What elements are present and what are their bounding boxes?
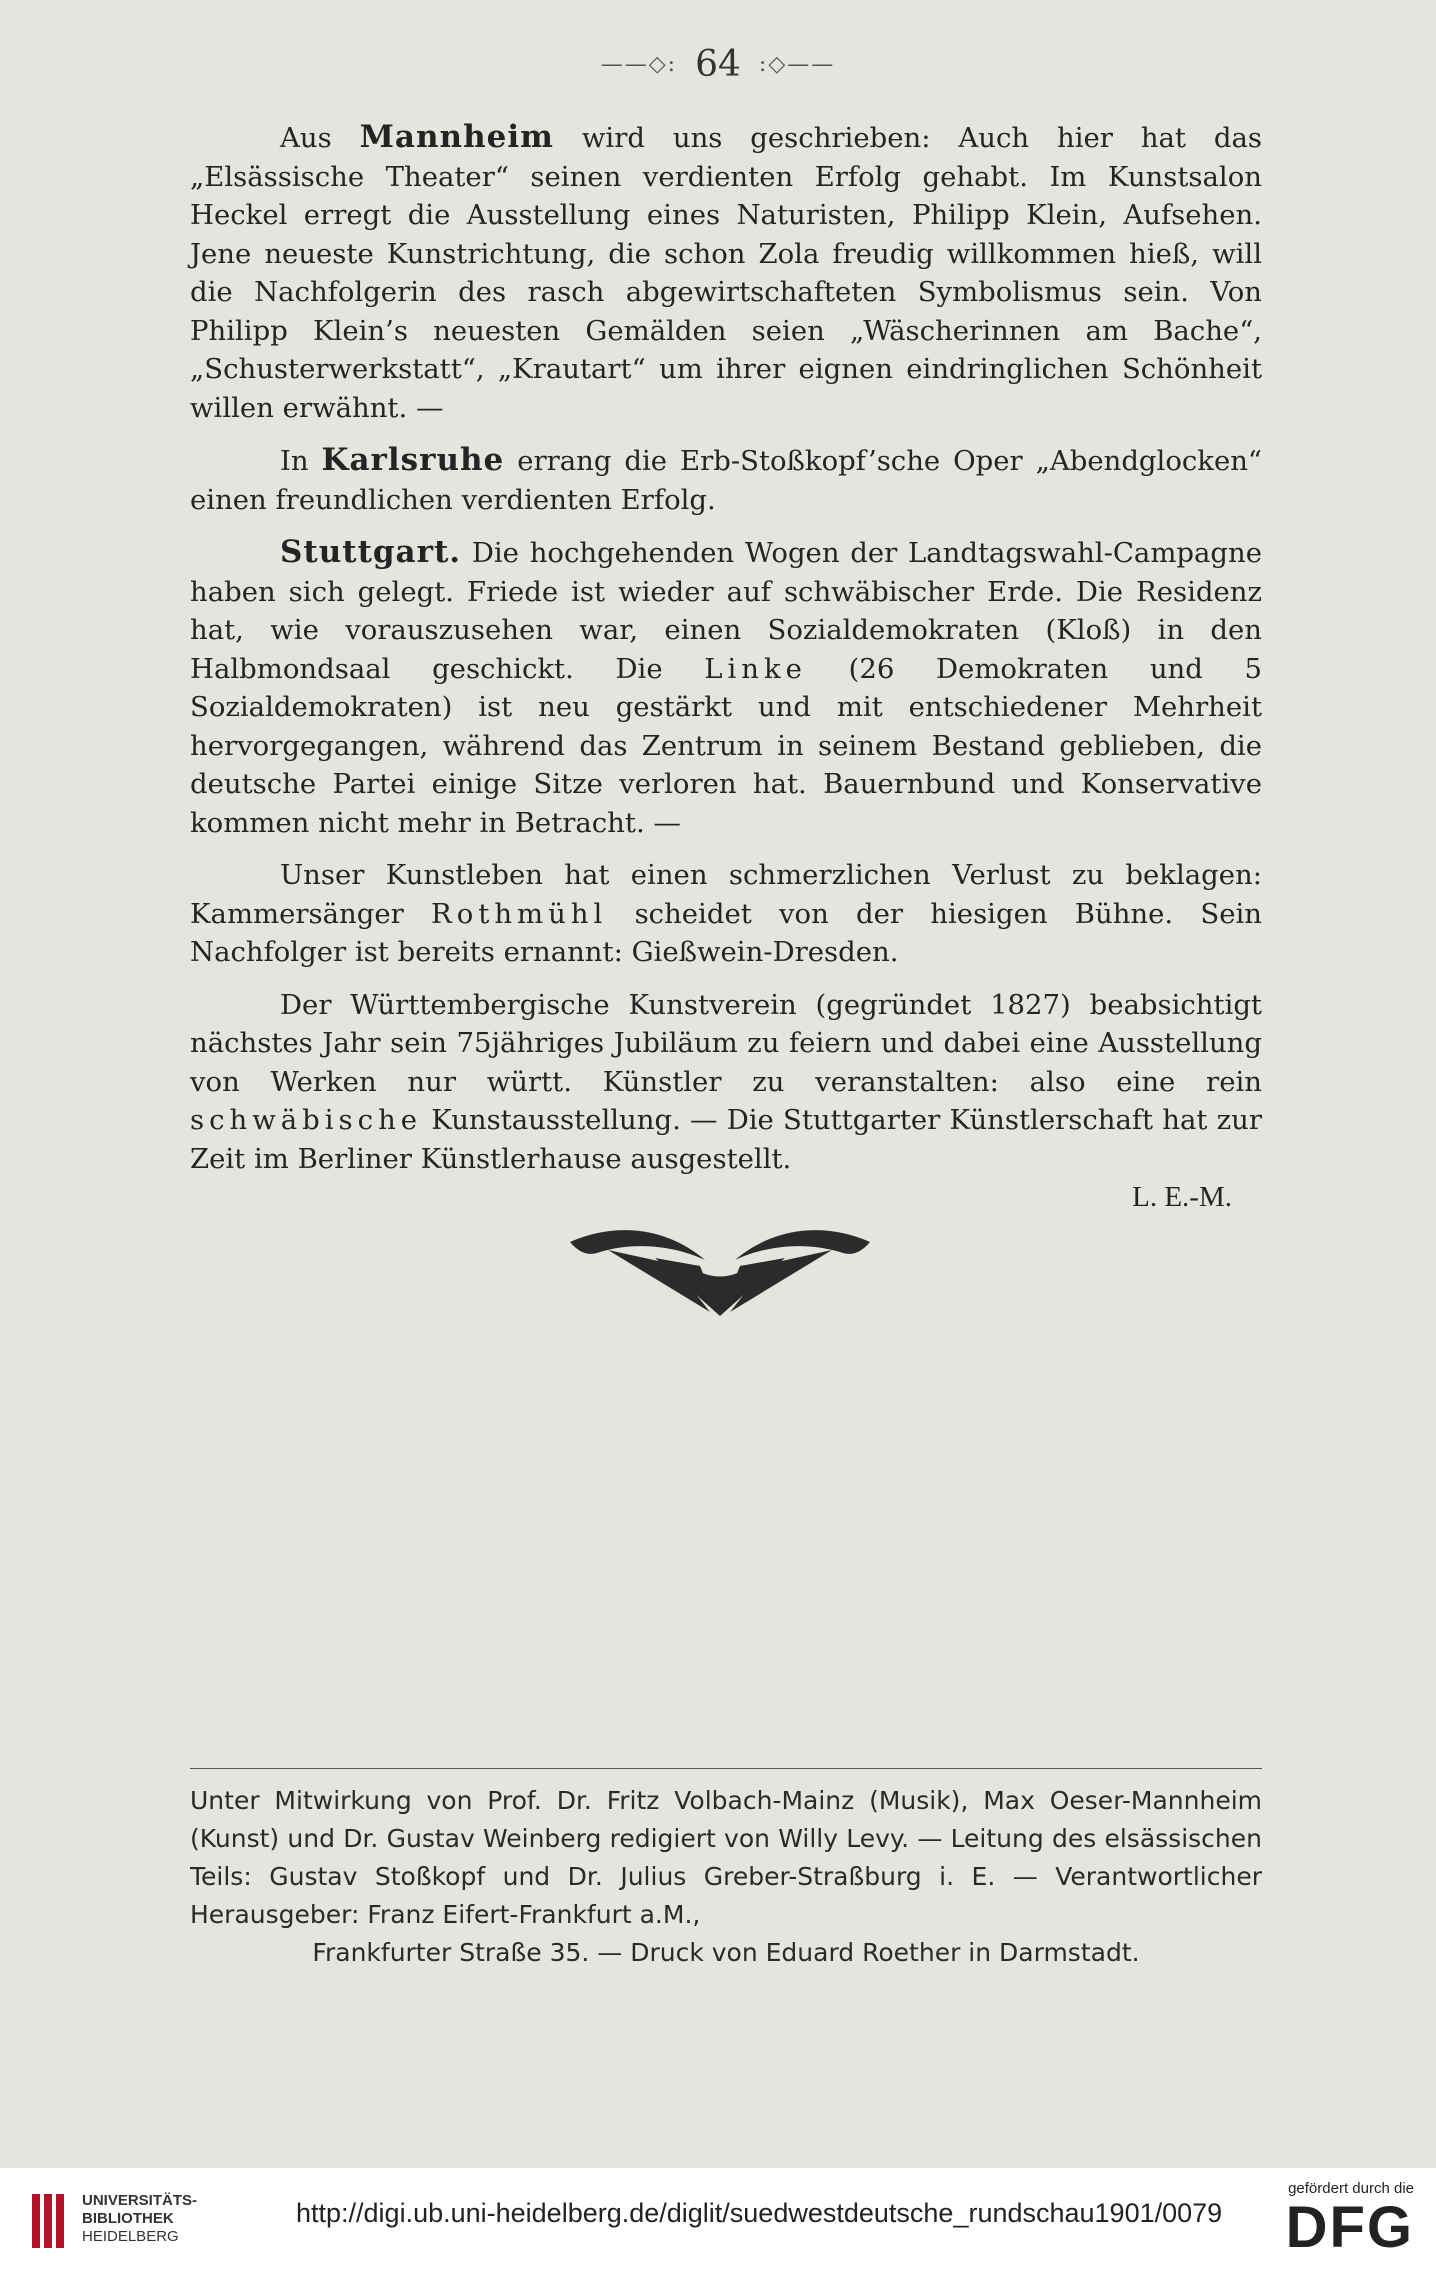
art-nouveau-ornament-icon (560, 1220, 880, 1320)
text: errang die Erb-Stoßkopf’sche Oper „Abendglocken“ einen freundlichen verdienten Erfolg. (190, 445, 1262, 516)
signature-line (190, 1178, 1262, 1217)
city-stuttgart: Stuttgart. (280, 534, 462, 570)
city-mannheim: Mannheim (359, 119, 554, 155)
text: Der Württembergische Kunstverein (gegründet 1827) beabsichtigt nächstes Jahr sein 75jähriges Jubiläum zu feiern und dabei eine Ausstellung von Werken nur württ. Künstler zu veranstalten: also eine rein (190, 988, 1262, 1098)
text: wird uns geschrieben: Auch hier hat das „Elsässische Theater“ seinen verdienten Erfolg gehabt. Im Kunstsalon Heckel erregt die Ausstellung eines Naturisten, Philipp Klein, Aufsehen. Jene neueste Kunstrichtung, die schon Zola freudig willkommen hieß, will die Nachfolgerin des rasch abgewirtschafteten Symbolismus sein. Von Philipp Klein’s neuesten Gemälden seien „Wäscherinnen am Bache“, „Schusterwerkstatt“, „Krautart“ um ihrer eignen eindringlichen Schönheit willen erwähnt. — (190, 122, 1262, 424)
paragraph-kunstleben (190, 856, 1262, 972)
text: In (280, 445, 309, 477)
text: Kunstausstellung. — Die Stuttgarter Künstlerschaft hat zur Zeit im Berliner Künstlerhause ausgestellt. (190, 1104, 1262, 1175)
page-header (0, 44, 1436, 85)
article-body (190, 118, 1262, 1217)
library-name-line: UNIVERSITÄTS- (82, 2192, 198, 2209)
header-left-ornament: ——◇: (600, 52, 678, 77)
dfg-logo: DFG (1285, 2195, 1414, 2260)
footer-divider (190, 1768, 1262, 1769)
text: Die hochgehenden Wogen der Landtagswahl-Campagne haben sich gelegt. Friede ist wieder auf schwäbischer Erde. Die Residenz hat, wie vorauszusehen war, einen Sozialdemokraten (Kloß) in den Halbmondsaal geschickt. Die (190, 537, 1262, 685)
source-url[interactable]: http://digi.ub.uni-heidelberg.de/diglit/suedwestdeutsche_rundschau1901/0079 (296, 2198, 1223, 2228)
paragraph-kunstverein (190, 986, 1262, 1179)
imprint-address: Frankfurter Straße 35. — Druck von Eduard Roether in Darmstadt. (312, 1938, 1140, 1967)
library-name-line: HEIDELBERG (82, 2228, 179, 2245)
paragraph-stuttgart (190, 533, 1262, 842)
library-seal-icon (30, 2192, 70, 2250)
header-right-ornament: :◇—— (758, 52, 836, 77)
text: Unser Kunstleben hat einen schmerzlichen Verlust zu beklagen: Kammersänger (190, 859, 1262, 930)
page-number: 64 (695, 44, 741, 85)
paragraph-karlsruhe (190, 441, 1262, 519)
text-linke: Linke (704, 652, 807, 685)
library-name-line: BIBLIOTHEK (82, 2210, 174, 2227)
funder-logo (1286, 2180, 1414, 2259)
library-logo[interactable] (30, 2192, 197, 2250)
text: Aus (280, 122, 332, 154)
city-karlsruhe: Karlsruhe (321, 442, 505, 478)
text: scheidet von der hiesigen Bühne. Sein Nachfolger ist bereits ernannt: Gießwein-Dresden. (190, 897, 1262, 968)
imprint (190, 1782, 1262, 1972)
name-rothmuehl: Rothmühl (431, 897, 608, 930)
library-name (82, 2192, 197, 2246)
author-signature: L. E.-M. (1132, 1181, 1232, 1213)
text-schwaebische: schwäbische (190, 1104, 423, 1136)
imprint-text: Unter Mitwirkung von Prof. Dr. Fritz Volbach-Mainz (Musik), Max Oeser-Mannheim (Kunst) und Dr. Gustav Weinberg redigiert von Willy Levy. — Leitung des elsässischen Teils: Gustav Stoßkopf und Dr. Julius Greber-Straßburg i. E. — Verantwortlicher Herausgeber: Franz Eifert-Frankfurt a.M., (190, 1786, 1262, 1929)
funder-note: gefördert durch die (1288, 2180, 1414, 2197)
paragraph-mannheim (190, 118, 1262, 427)
text: (26 Demokraten und 5 Sozialdemokraten) ist neu gestärkt und mit entschiedener Mehrheit hervorgegangen, während das Zentrum in seinem Bestand geblieben, die deutsche Partei einige Sitze verloren hat. Bauernbund und Konservative kommen nicht mehr in Betracht. — (190, 652, 1263, 839)
